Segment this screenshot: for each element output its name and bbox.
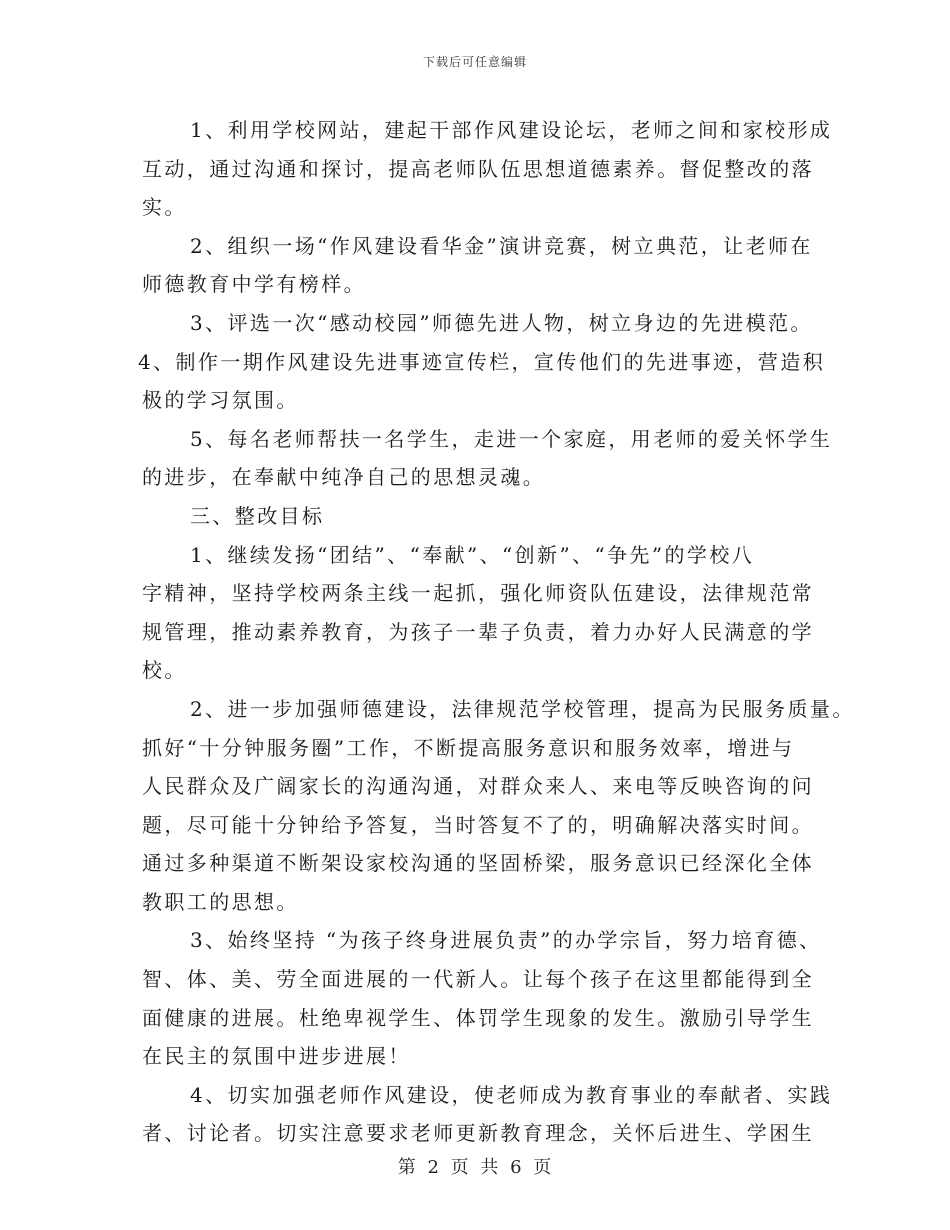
paragraph-line: 在民主的氛围中进步进展！ — [142, 1044, 411, 1069]
paragraph-line: 1、利用学校网站，建起干部作风建设论坛，老师之间和家校形成 — [190, 118, 833, 142]
paragraph-line: 人民群众及广阔家长的沟通沟通，对群众来人、来电等反映咨询的问 — [142, 774, 814, 799]
paragraph-line: 2、组织一场“作风建设看华金”演讲竞赛，树立典范，让老师在 — [190, 233, 813, 258]
document-body — [138, 111, 855, 1153]
paragraph-line: 极的学习氛围。 — [142, 388, 299, 413]
paragraph-line: 1、继续发扬“团结”、“奉献”、“创新”、“争先”的学校八 — [190, 542, 755, 567]
paragraph-line: 3、始终坚持 “为孩子终身进展负责”的办学宗旨，努力培育德、 — [190, 928, 822, 953]
paragraph-line: 教职工的思想。 — [142, 889, 299, 914]
paragraph-line: 的进步，在奉献中纯净自己的思想灵魂。 — [142, 465, 546, 490]
page-header: 下载后可任意编辑 — [422, 55, 527, 69]
paragraph-line: 者、讨论者。切实注意要求老师更新教育理念，关怀后进生、学困生 — [142, 1121, 814, 1146]
paragraph-line: 校。 — [142, 658, 187, 683]
paragraph-line: 字精神，坚持学校两条主线一起抓，强化师资队伍建设，法律规范常 — [142, 581, 814, 606]
paragraph-line: 互动，通过沟通和探讨，提高老师队伍思想道德素养。督促整改的落 — [142, 156, 814, 181]
paragraph-line: 面健康的进展。杜绝卑视学生、体罚学生现象的发生。激励引导学生 — [142, 1005, 814, 1030]
paragraph-line: 4、切实加强老师作风建设，使老师成为教育事业的奉献者、实践 — [190, 1082, 833, 1107]
section-heading: 三、整改目标 — [190, 503, 325, 528]
paragraph-line: 通过多种渠道不断架设家校沟通的坚固桥梁，服务意识已经深化全体 — [142, 851, 814, 876]
page-number-footer: 第 2 页 共 6 页 — [397, 1157, 553, 1178]
paragraph-line: 5、每名老师帮扶一名学生，走进一个家庭，用老师的爱关怀学生 — [190, 426, 833, 451]
paragraph-line: 师德教育中学有榜样。 — [142, 272, 366, 297]
paragraph-line: 题，尽可能十分钟给予答复，当时答复不了的，明确解决落实时间。 — [142, 812, 814, 837]
paragraph-line: 3、评选一次“感动校园”师德先进人物，树立身边的先进模范。 — [190, 310, 813, 335]
paragraph-line: 规管理，推动素养教育，为孩子一辈子负责，着力办好人民满意的学 — [142, 619, 814, 644]
paragraph-line: 智、体、美、劳全面进展的一代新人。让每个孩子在这里都能得到全 — [142, 967, 814, 992]
paragraph-line: 2、进一步加强师德建设，法律规范学校管理，提高为民服务质量。 — [190, 696, 855, 721]
paragraph-line: 4、制作一期作风建设先进事迹宣传栏，宣传他们的先进事迹，营造积 — [138, 349, 826, 374]
paragraph-line: 抓好“十分钟服务圈”工作，不断提高服务意识和服务效率，增进与 — [142, 735, 795, 760]
paragraph-line: 实。 — [142, 195, 187, 220]
